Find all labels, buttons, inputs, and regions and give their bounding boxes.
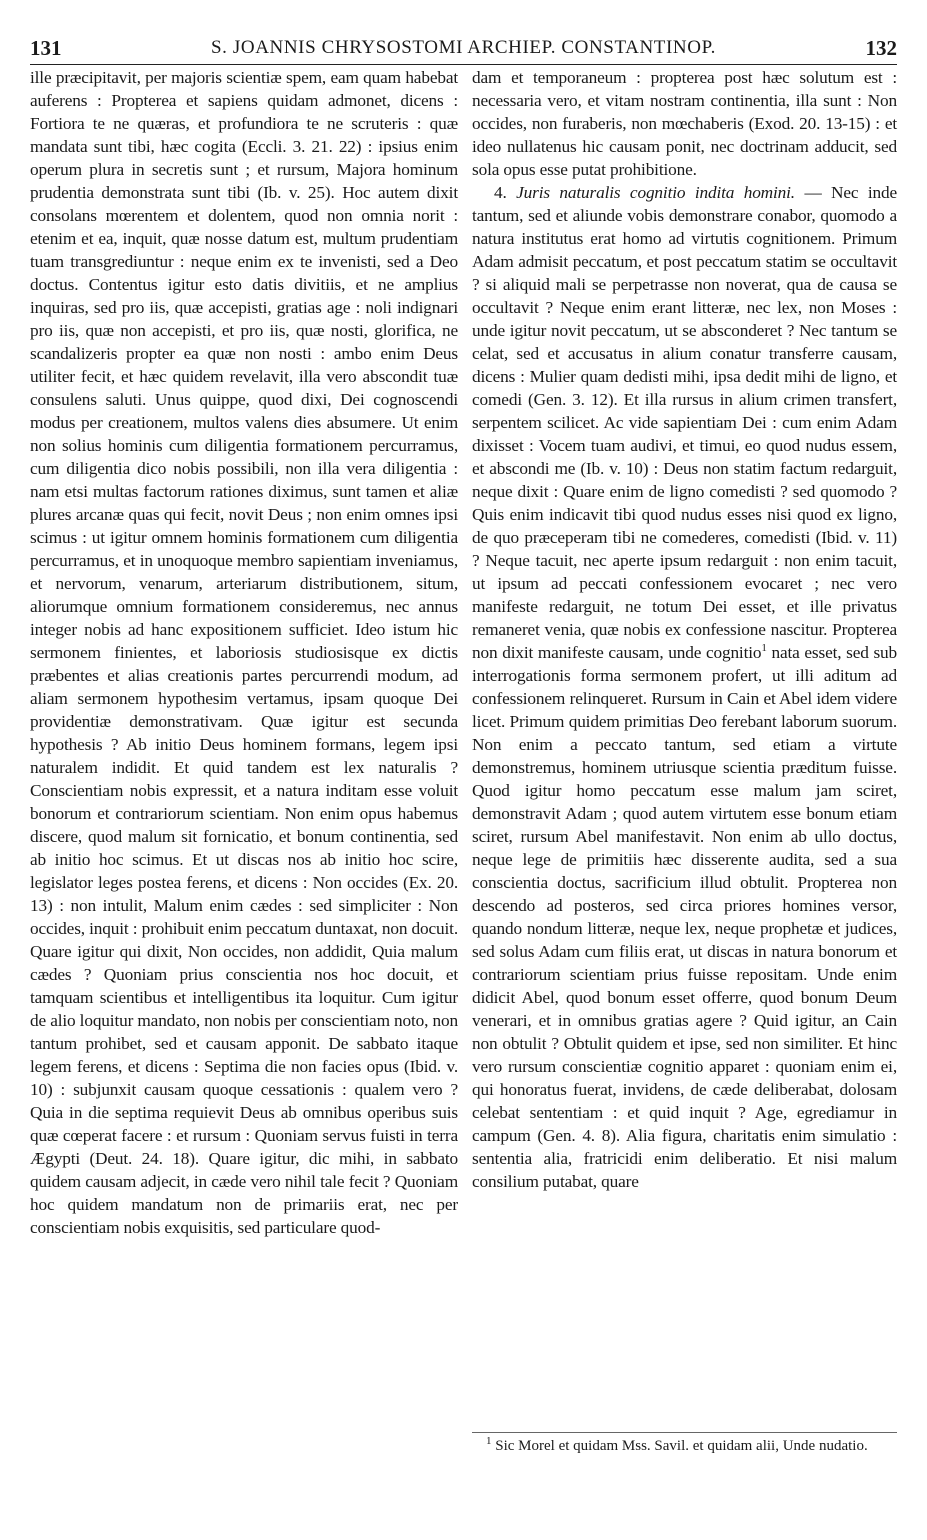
page-number-right: 132 (865, 36, 897, 60)
paragraph-continuation: dam et temporaneum : propterea post hæc solutum est : necessaria vero, et vitam nostram continentia, illa sunt : Non occides, non furaberis, non mœchaberis (Exod. 20. 13-15) : et ideo nullatenus hic causam ponit, nec doctrinam adducit, sed sola opus esse putat prohibitione. (472, 68, 897, 179)
running-title: S. JOANNIS CHRYSOSTOMI ARCHIEP. CONSTANTINOP. (211, 37, 716, 58)
footnote-marker: 1 (486, 1435, 492, 1447)
paragraph-4 (472, 181, 897, 1193)
paragraph-body-tail: nata esset, sed sub interrogationis forma sermonem profert, ut illi aditum ad confessionem relinqueret. Rursum in Cain et Abel idem videre licet. Primum quidem primitias Deo ferebant laborum suorum. Non enim a peccato tantum, sed etiam a virtute demonstremus, hominem utriusque scientia præditum fuisse. Quod igitur homo peccatum esse malum jam sciret, demonstravit Adam ; quod autem virtutem esse bonum etiam sciret, rursum Abel manifestavit. Non enim ab ullo doctus, neque lege de primitiis hæc disserente audita, sed a sua conscientia doctus, sacrificium illud obtulit. Propterea non descendo ad posteros, sed circa priores homines versor, quando nondum litteræ, neque lex, neque prophetæ et judices, sed solus Adam cum filiis erat, ut discas in natura bonorum et contrariorum scientiam prius fuisse repositam. Unde enim didicit Abel, quod bonum esset offerre, quod bonum Deum venerari, et in omnibus gratias agere ? Quid igitur, an Cain non obtulit ? Obtulit quidem et ipse, sed non similiter. Et hinc vero rursum conscientiæ cognitio apparet : quoniam enim ei, qui honoratus fuerat, invidens, de cæde deliberabat, dolosam celebat sententiam : et quid inquit ? Age, egrediamur in campum (Gen. 4. 8). Alia figura, charitatis enim simulatio : sententia alia, fratricidi enim deliberatio. Et nisi malum consilium putabat, quare (472, 643, 897, 1191)
left-column (30, 66, 458, 1239)
footnote-text: Sic Morel et quidam Mss. Savil. et quidam alii, Unde nudatio. (495, 1438, 868, 1454)
right-column (472, 66, 897, 1193)
paragraph-number: 4. (494, 183, 507, 202)
page-header (30, 34, 897, 65)
footnote (472, 1432, 897, 1456)
left-column-text: ille præcipitavit, per majoris scientiæ spem, eam quam habebat auferens : Propterea et sapiens quidam admonet, dicens : Fortiora te ne quæras, et profundiora te ne scruteris : quæ mandata sunt tibi, hæc cogita (Eccli. 3. 21. 22) : ipsius enim operum plura in secretis sunt ; et rursum, Majora hominum prudentia demonstrata sunt tibi (Ib. v. 25). Hoc autem dixit consolans mœrentem et dolentem, quod non omnia norit : etenim et ea, inquit, quæ nosse datum est, multum prudentiam tuam transgrediuntur : neque enim ex te invenisti, sed a Deo doctus. Contentus igitur esto datis divitiis, et ne amplius inquiras, sed pro iis, quæ accepisti, gratias age : noli indignari pro iis, quæ non accepisti, et pro iis, quæ nosti, glorifica, ne scandalizeris propter ea quæ non nosti : ambo enim Deus utiliter fecit, et hæc quidem revelavit, illa vero abscondit tuæ consulens saluti. Unus quippe, quod dixi, Dei cognoscendi modus per creationem, multos valens dies absumere. Ut enim non solius hominis cum diligentia formationem percurramus, cum diligentia dico nobis possibili, non illa vera diligentia : nam etsi multas factorum rationes diximus, sunt tamen et aliæ plures arcanæ quas qui fecit, novit Deus ; non enim omnes ipsi scimus : ut igitur omnem hominis formationem cum diligentia percurramus, et in unoquoque membro sapientiam inveniamus, et nervorum, venarum, arteriarum distributionem, situm, aliorumque omnium formationem consideremus, nec annus integer nobis ad hanc expositionem sufficiet. Ideo istum hic sermonem finientes, et laboriosis studiosisque ex dictis præbentes et alias creationis partes percurrendi modum, ad aliam sermonem hypothesim vertamus, ipsam quoque Dei providentiæ demonstrativam. Quæ igitur est secunda hypothesis ? Ab initio Deus hominem formans, legem ipsi naturalem indidit. Et quid tandem est lex naturalis ? Conscientiam nobis expressit, et a natura inditam esse voluit bonorum et contrariorum scientiam. Non enim opus habemus discere, quod malum sit fornicatio, et bonum continentia, sed ab initio hoc scimus. Et ut discas nos ab initio hoc scire, legislator leges postea ferens, et dicens : Non occides (Ex. 20. 13) : non intulit, Malum enim cædes : sed simpliciter : Non occides, inquit : prohibuit enim peccatum duntaxat, non docuit. Quare igitur qui dixit, Non occides, non addidit, Quia malum cædes ? Quoniam prius conscientia nos hoc docuit, et tamquam scientibus et intelligentibus ita loquitur. Cum igitur de alio loquitur mandato, non nobis per conscientiam noto, non tantum prohibet, sed et causam apponit. De sabbato itaque legem ferens, et dicens : Septima die non facies opus (Ibid. v. 10) : subjunxit causam quoque cessationis : qualem vero ? Quia in die septima requievit Deus ab omnibus operibus suis quæ cœperat facere : et rursum : Quoniam servus fuisti in terra Ægypti (Deut. 24. 18). Quare igitur, dic mihi, in sabbato quidem causam adjecit, in cæde vero nihil tale fecit ? Quoniam hoc quidem mandatum non de primariis erat, nec per conscientiam nobis exquisitis, sed particulare quod- (30, 68, 458, 1237)
section-heading: Juris naturalis cognitio indita homini. (516, 183, 795, 202)
footnote-reference: 1 (761, 642, 767, 655)
page-number-left: 131 (30, 36, 62, 60)
paragraph-body: — Nec inde tantum, sed et aliunde vobis demonstrare conabor, quomodo a natura institutus erat homo ad virtutis cognitionem. Primum Adam admisit peccatum, et post peccatum statim se occultavit ? si aliquid mali se perpetrasse non noverat, qua de causa se occultavit ? Neque enim erant litteræ, nec lex, non Moses : unde igitur novit peccatum, ut se absconderet ? Nec tantum se celat, sed et accusatus in alium conatur transferre causam, dicens : Mulier quam dedisti mihi, ipsa dedit mihi de ligno, et comedi (Gen. 3. 12). Et illa rursus in alium crimen transfert, serpentem scilicet. Ac vide sapientiam Dei : cum enim Adam dixisset : Vocem tuam audivi, et timui, eo quod nudus essem, et abscondi me (Ib. v. 10) : Deus non statim factum redarguit, neque dixit : Quare enim de ligno comedisti ? sed quomodo ? Quis enim indicavit tibi quod nudus esses nisi quod ex ligno, de quo præceperam tibi ne comederes, comedisti (Ibid. v. 11) ? Neque tacuit, nec aperte ipsum redarguit : non enim tacuit, ut ipsum ad peccati confessionem evocaret ; nec vero manifeste redarguit, ne totum Dei esset, et ille privatus remaneret venia, quæ nobis ex confessione nascitur. Propterea non dixit manifeste causam, unde cognitio (472, 183, 898, 662)
